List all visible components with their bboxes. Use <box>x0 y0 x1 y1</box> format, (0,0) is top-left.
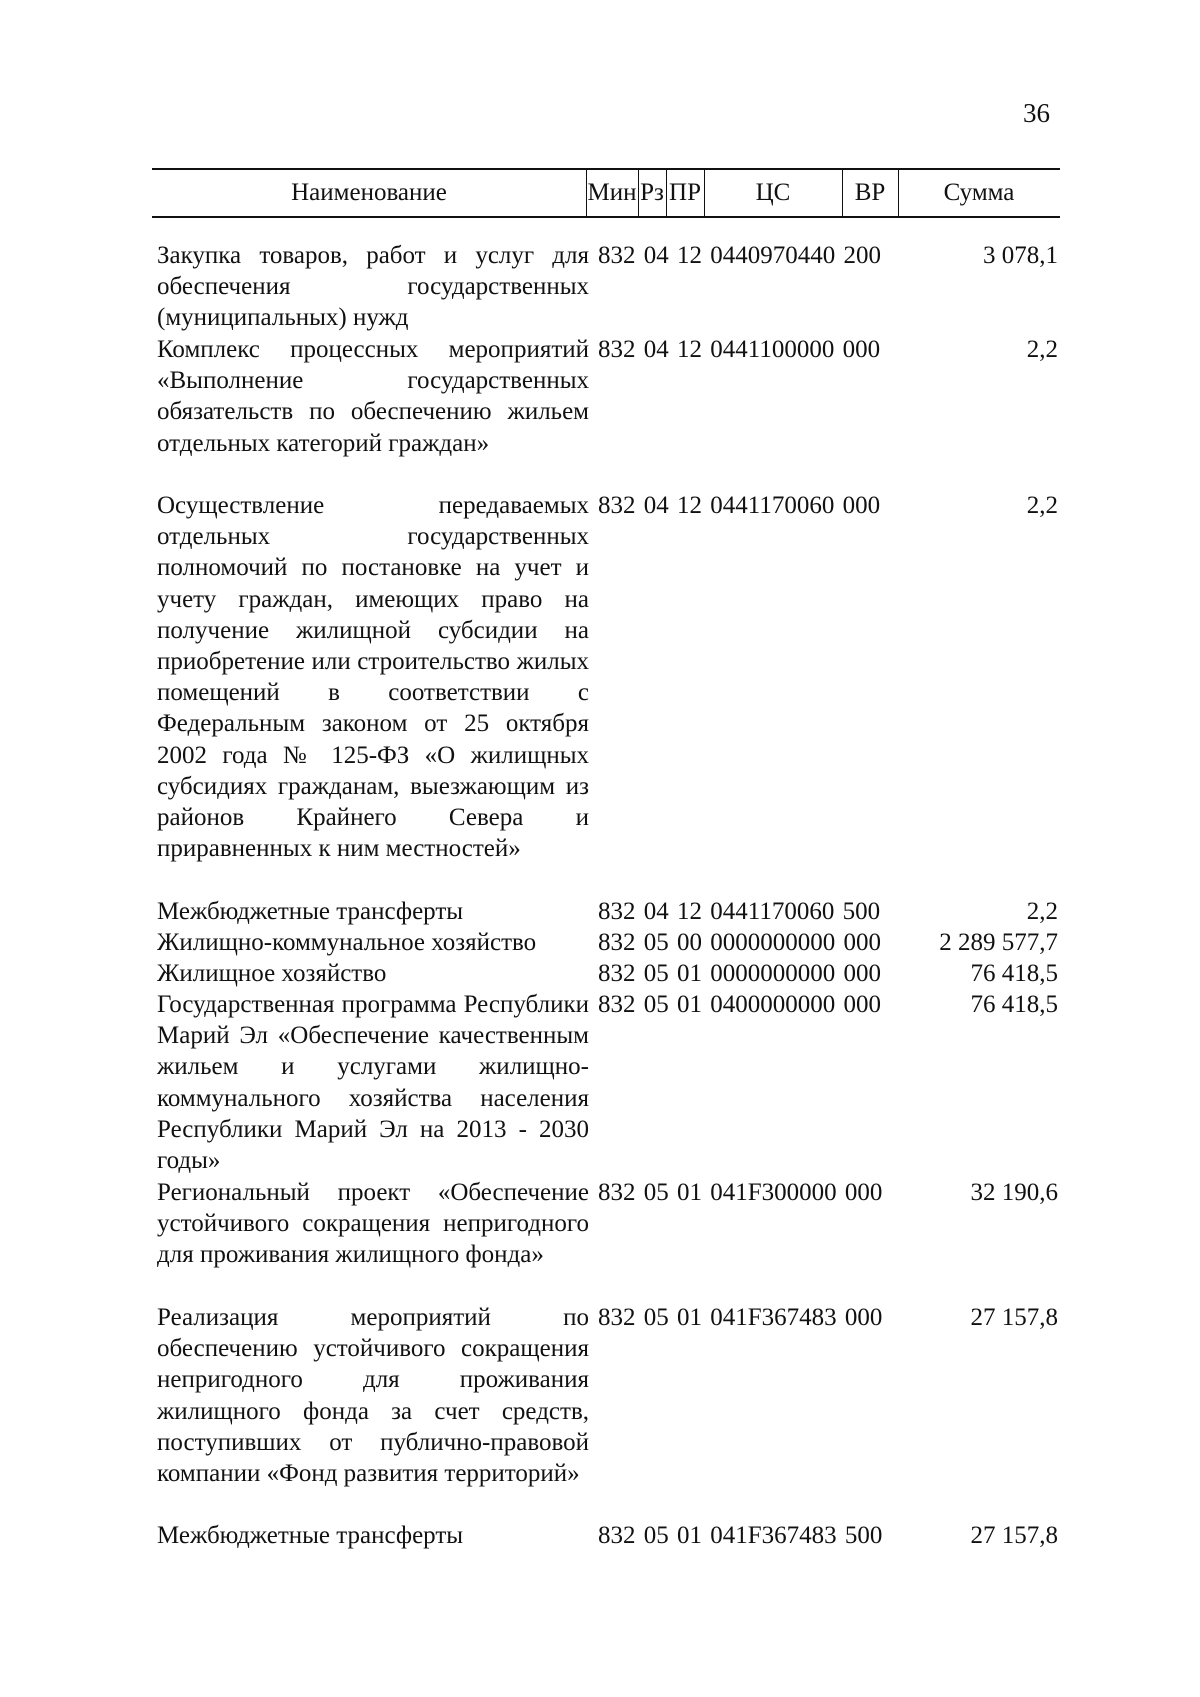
row-sum: 2 289 577,7 <box>939 929 1058 956</box>
row-name: Региональный проект «Обеспечение устойчивого сокращения непригодного для проживания жилищного фонда» <box>157 1179 589 1269</box>
row-rz: 05 <box>643 929 669 956</box>
row-codes <box>598 958 918 989</box>
row-rz: 04 <box>643 898 669 925</box>
row-pr: 01 <box>677 1179 702 1206</box>
row-min: 832 <box>598 991 636 1018</box>
page-number: 36 <box>1023 98 1050 128</box>
row-cs: 0400000000 <box>710 991 836 1018</box>
row-rz: 04 <box>643 242 669 269</box>
table-row <box>0 989 1200 1177</box>
row-sum: 3 078,1 <box>983 242 1058 269</box>
header-name: Наименование <box>291 179 447 206</box>
row-name: Государственная программа Республики Марий Эл «Обеспечение качественным жильем и услугами жилищно-коммунального хозяйства населения Республики Марий Эл на 2013 - 2030 годы» <box>157 991 589 1175</box>
row-vr: 500 <box>842 898 881 925</box>
row-cs: 041F367483 <box>710 1522 837 1549</box>
row-min: 832 <box>598 898 636 925</box>
row-cs: 0440970440 <box>710 242 836 269</box>
row-vr: 000 <box>844 1304 883 1331</box>
row-name: Жилищно-коммунальное хозяйство <box>157 929 537 956</box>
row-vr: 000 <box>843 991 881 1018</box>
row-rz: 04 <box>643 336 669 363</box>
row-rz: 05 <box>643 1522 669 1549</box>
row-sum: 76 418,5 <box>970 991 1058 1018</box>
row-sum: 2,2 <box>1026 492 1058 519</box>
row-pr: 00 <box>677 929 702 956</box>
table-body <box>0 240 1200 1551</box>
row-codes <box>598 1177 918 1208</box>
row-vr: 000 <box>842 336 881 363</box>
row-pr: 12 <box>677 898 702 925</box>
row-pr: 12 <box>677 336 702 363</box>
row-rz: 05 <box>643 991 669 1018</box>
row-vr: 000 <box>844 1179 883 1206</box>
table-row <box>0 1177 1200 1302</box>
row-name: Межбюджетные трансферты <box>157 1522 464 1549</box>
table-row <box>0 1302 1200 1520</box>
row-min: 832 <box>598 960 636 987</box>
row-cs: 041F300000 <box>710 1179 837 1206</box>
table-row <box>0 240 1200 334</box>
row-name: Жилищное хозяйство <box>157 960 387 987</box>
row-codes <box>598 1520 918 1551</box>
row-min: 832 <box>598 1522 636 1549</box>
row-name: Осуществление передаваемых отдельных государственных полномочий по постановке на учет и учету граждан, имеющих право на получение жилищной субсидии на приобретение или строительство жилых помещений в соответствии с Федеральным законом от 25 октября 2002 года № 125-ФЗ «О жилищных субсидиях гражданам, выезжающим из районов Крайнего Севера и приравненных к ним местностей» <box>157 492 589 863</box>
row-min: 832 <box>598 1179 636 1206</box>
row-cs: 0000000000 <box>710 960 836 987</box>
header-rz: Рз <box>640 179 664 206</box>
row-name: Реализация мероприятий по обеспечению устойчивого сокращения непригодного для проживания жилищного фонда за счет средств, поступивших от публично-правовой компании «Фонд развития территорий» <box>157 1304 589 1488</box>
row-vr: 000 <box>843 929 881 956</box>
table-row <box>0 927 1200 958</box>
row-cs: 0441170060 <box>710 898 835 925</box>
header-sum: Сумма <box>943 179 1015 206</box>
row-min: 832 <box>598 492 636 519</box>
row-vr: 500 <box>844 1522 883 1549</box>
row-pr: 01 <box>677 1304 702 1331</box>
row-pr: 12 <box>677 242 702 269</box>
row-cs: 0000000000 <box>710 929 836 956</box>
row-sum: 76 418,5 <box>970 960 1058 987</box>
row-sum: 32 190,6 <box>970 1179 1058 1206</box>
row-vr: 000 <box>842 492 881 519</box>
row-name: Комплекс процессных мероприятий «Выполнение государственных обязательств по обеспечению жильем отдельных категорий граждан» <box>157 336 589 457</box>
row-pr: 01 <box>677 1522 702 1549</box>
table-row <box>0 958 1200 989</box>
row-min: 832 <box>598 336 636 363</box>
row-pr: 01 <box>677 960 702 987</box>
row-cs: 0441170060 <box>710 492 835 519</box>
table-row <box>0 896 1200 927</box>
row-cs: 0441100000 <box>710 336 835 363</box>
row-cs: 041F367483 <box>710 1304 837 1331</box>
row-min: 832 <box>598 929 636 956</box>
row-codes <box>598 896 918 927</box>
header-vr: ВР <box>854 179 886 206</box>
row-min: 832 <box>598 1304 636 1331</box>
row-codes <box>598 334 918 365</box>
row-name: Закупка товаров, работ и услуг для обеспечения государственных (муниципальных) нужд <box>157 242 589 332</box>
row-sum: 27 157,8 <box>970 1522 1058 1549</box>
row-sum: 27 157,8 <box>970 1304 1058 1331</box>
row-sum: 2,2 <box>1026 898 1058 925</box>
header-min: Мин <box>587 179 637 206</box>
header-cs: ЦС <box>755 179 791 206</box>
row-min: 832 <box>598 242 636 269</box>
row-codes <box>598 1302 918 1333</box>
row-rz: 05 <box>643 1179 669 1206</box>
row-pr: 12 <box>677 492 702 519</box>
row-sum: 2,2 <box>1026 336 1058 363</box>
row-rz: 05 <box>643 960 669 987</box>
row-codes <box>598 989 918 1020</box>
table-row <box>0 334 1200 490</box>
table-row <box>0 490 1200 896</box>
row-rz: 05 <box>643 1304 669 1331</box>
row-name: Межбюджетные трансферты <box>157 898 464 925</box>
row-pr: 01 <box>677 991 702 1018</box>
row-codes <box>598 240 918 271</box>
header-pr: ПР <box>669 179 701 206</box>
row-rz: 04 <box>643 492 669 519</box>
table-row <box>0 1520 1200 1551</box>
row-vr: 200 <box>843 242 881 269</box>
row-codes <box>598 490 918 521</box>
row-vr: 000 <box>843 960 881 987</box>
row-codes <box>598 927 918 958</box>
table-header <box>152 168 1060 218</box>
